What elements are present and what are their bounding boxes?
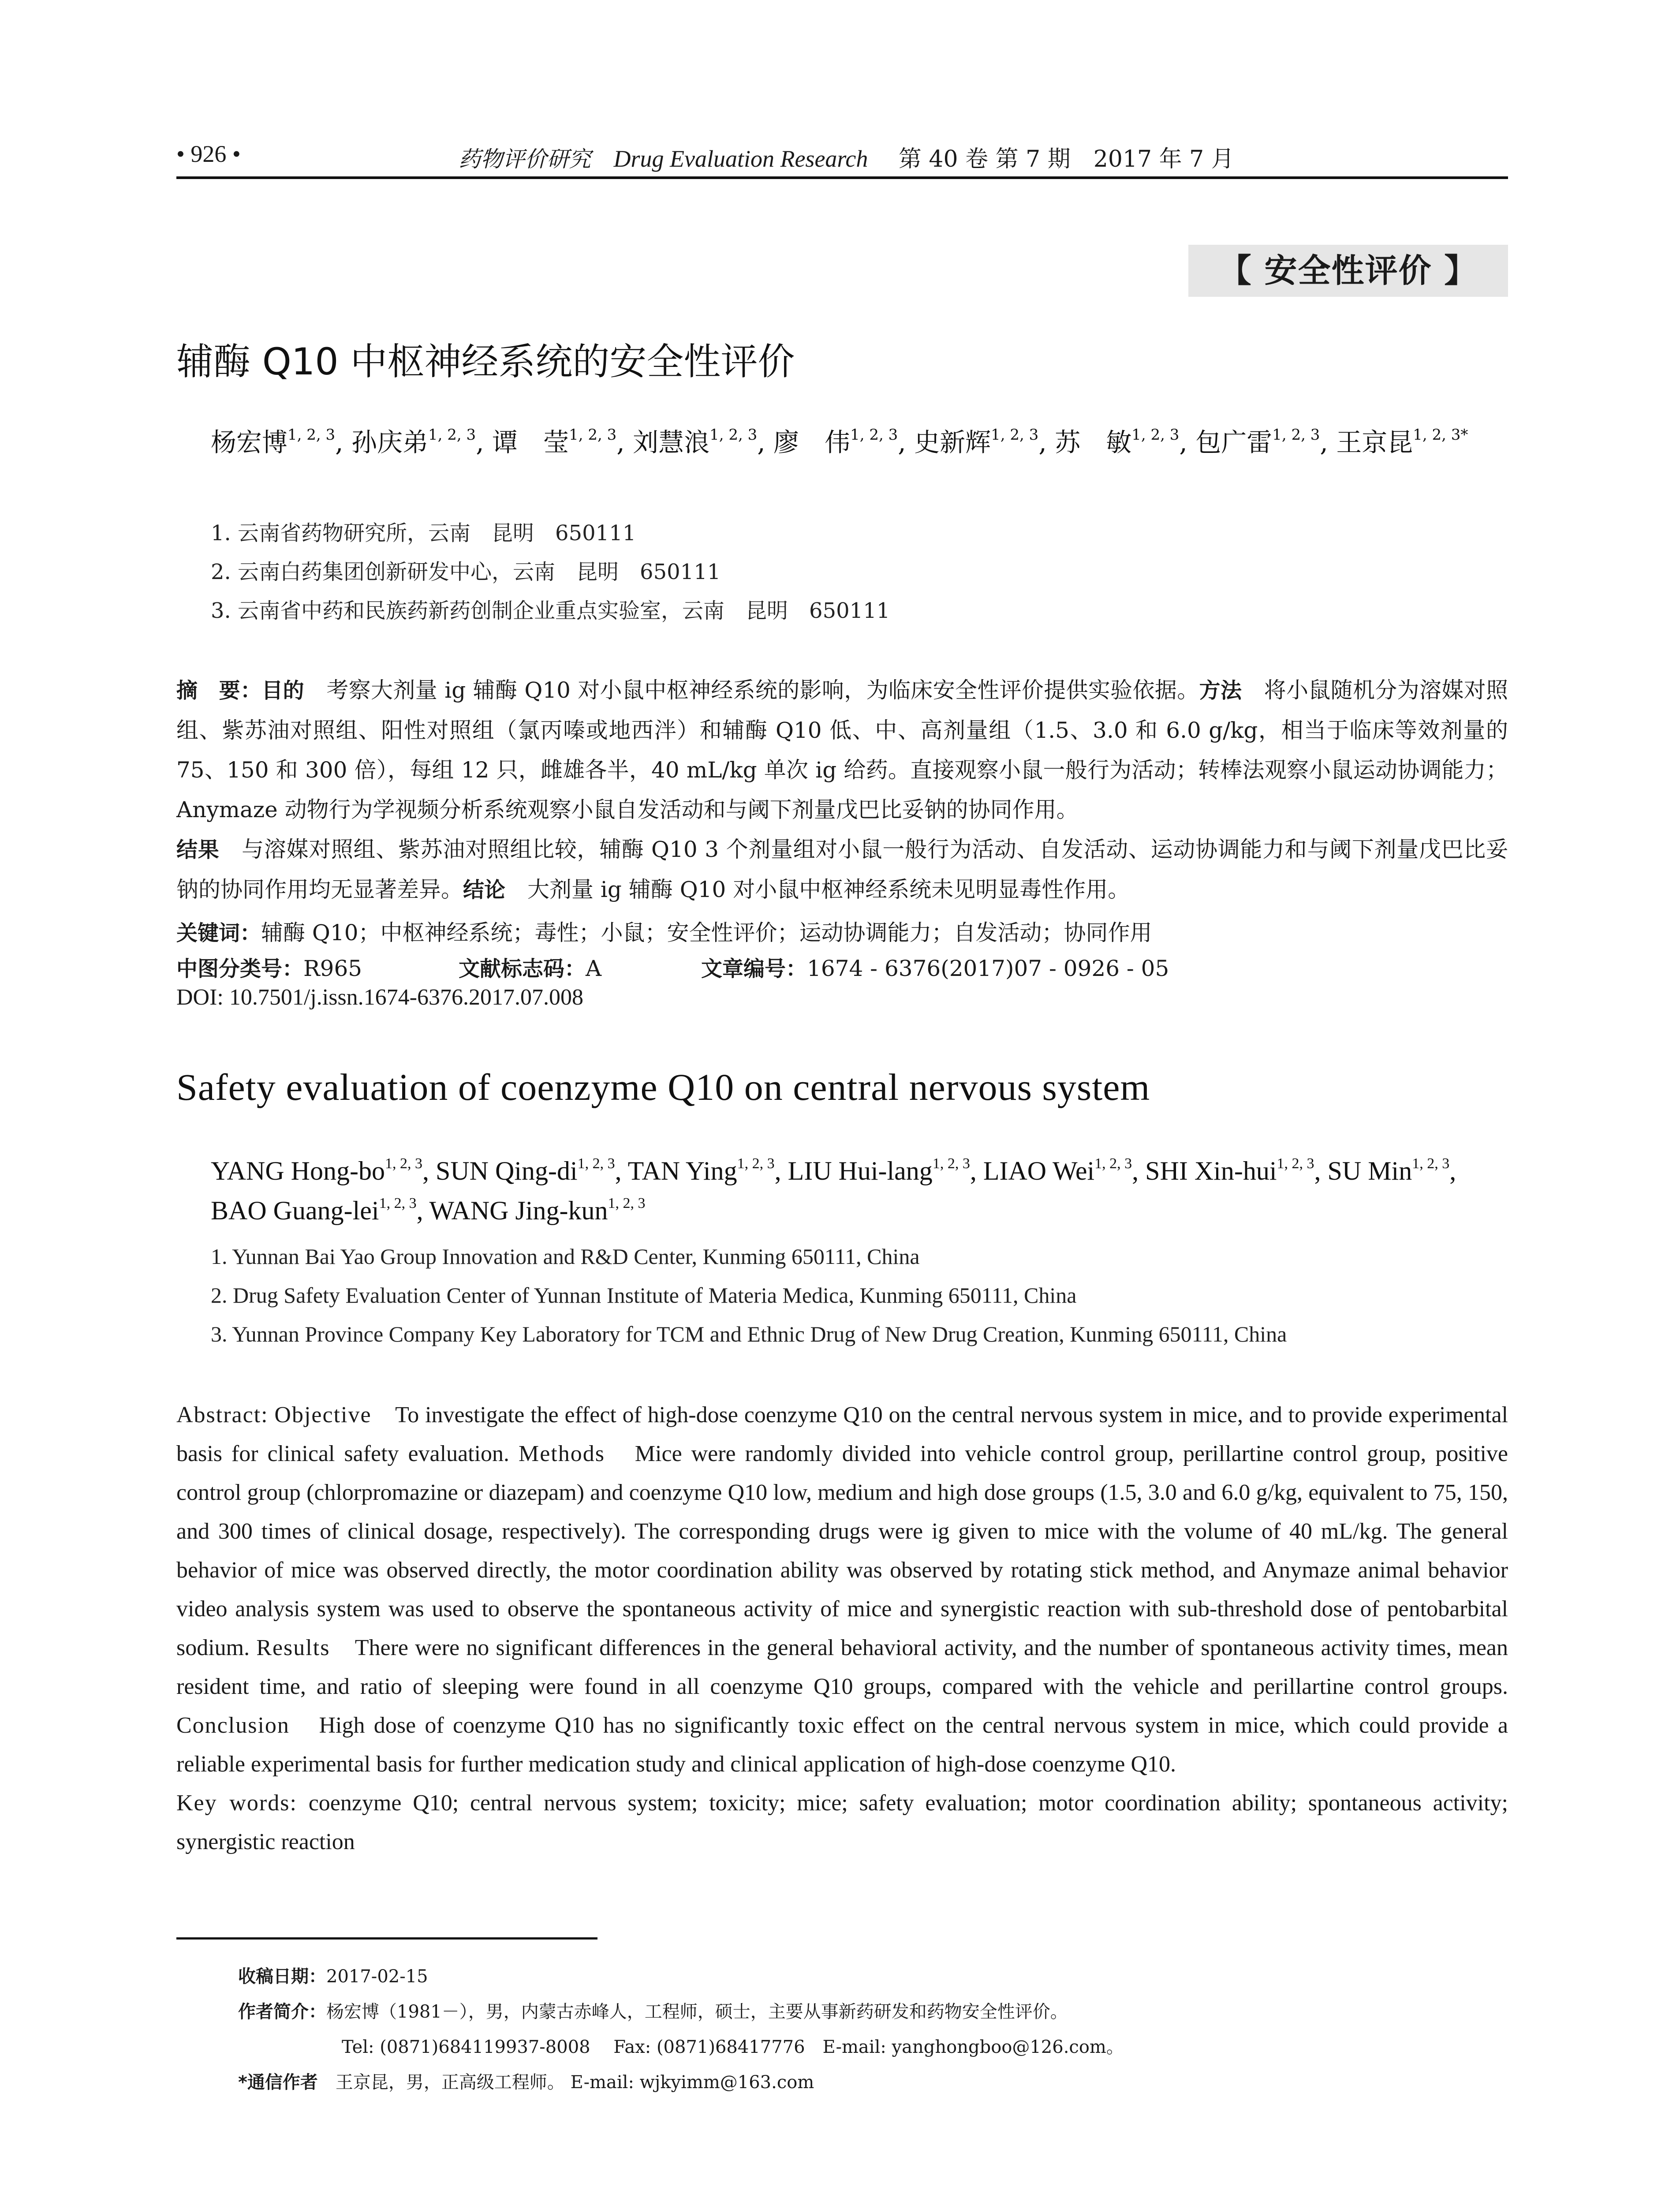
title-en: Safety evaluation of coenzyme Q10 on central nervous system [176, 1066, 1150, 1108]
cn-author [1195, 427, 1336, 457]
en-author-separator: , [416, 1196, 429, 1225]
conclusion-en-text: High dose of coenzyme Q10 has no significantly toxic effect on the central nervous system in mice, which could provide a reliable experimental basis for further medication study and clinical application of high-dose coenzyme Q10. [176, 1713, 1508, 1777]
article-no-label: 文章编号： [701, 957, 807, 981]
received-value: 2017-02-15 [326, 1966, 428, 1987]
en-author [1328, 1156, 1456, 1185]
corresponding-label: *通信作者 [238, 2072, 318, 2093]
authors-en [211, 1151, 1516, 1230]
objective-cn-text: 考察大剂量 ig 辅酶 Q10 对小鼠中枢神经系统的影响，为临床安全性评价提供实验依据。 [304, 677, 1199, 703]
affiliation-en-2: 2. Drug Safety Evaluation Center of Yunnan Institute of Materia Medica, Kunming 650111, China [211, 1283, 1077, 1308]
en-author-affiliation-marker: 1, 2, 3 [1094, 1155, 1132, 1172]
en-author [788, 1156, 983, 1185]
article-no-value: 1674 - 6376(2017)07 - 0926 - 05 [807, 956, 1169, 981]
cn-author [1055, 427, 1195, 457]
cn-author [1336, 427, 1468, 457]
cn-author-separator: , [476, 427, 493, 457]
received-label: 收稿日期： [238, 1966, 326, 1987]
methods-cn-label: 方法 [1199, 678, 1242, 703]
cn-author-affiliation-marker: 1, 2, 3 [991, 426, 1039, 444]
keywords-cn-label: 关键词： [176, 921, 261, 946]
cn-author [351, 427, 492, 457]
objective-en-label: Objective [274, 1402, 372, 1428]
author-contact: Tel: (0871)684119937-8008 Fax: (0871)68417776 E-mail: yanghongboo@126.com。 [342, 2037, 1124, 2057]
en-author-affiliation-marker: 1, 2, 3 [608, 1195, 646, 1211]
en-author-affiliation-marker: 1, 2, 3 [932, 1155, 970, 1172]
bio-label: 作者简介： [238, 2002, 326, 2022]
keywords-cn-text: 辅酶 Q10；中枢神经系统；毒性；小鼠；安全性评价；运动协调能力；自发活动；协同作用 [261, 920, 1152, 946]
classification-line [176, 952, 362, 982]
journal-name-en: Drug Evaluation Research [613, 146, 868, 172]
en-author-name: LIAO Wei [983, 1156, 1095, 1185]
results-cn-text: 与溶媒对照组、紫苏油对照组比较，辅酶 Q10 3 个剂量组对小鼠一般行为活动、自发活动、运动协调能力和与阈下剂量戊巴比妥钠的协同作用均无显著差异。 [176, 837, 1508, 902]
article-no-line [701, 952, 1169, 982]
header-rule [176, 176, 1508, 179]
en-author [628, 1156, 788, 1185]
volume-issue: 第 40 卷 第 7 期 2017 年 7 月 [898, 146, 1234, 172]
cn-author [633, 427, 773, 457]
cn-author-name: 包广雷 [1195, 427, 1273, 457]
doc-code-line [459, 952, 601, 982]
conclusion-cn-text: 大剂量 ig 辅酶 Q10 对小鼠中枢神经系统未见明显毒性作用。 [505, 877, 1130, 902]
methods-en-label: Methods [518, 1441, 605, 1466]
en-author-name: BAO Guang-lei [211, 1196, 379, 1225]
cn-author-name: 刘慧浪 [633, 427, 710, 457]
cn-author-separator: , [757, 427, 774, 457]
corresponding-text: 王京昆，男，正高级工程师。 E-mail: wjkyimm@163.com [335, 2072, 814, 2093]
section-tag: 【 安全性评价 】 [1188, 245, 1508, 297]
cn-author [914, 427, 1055, 457]
cn-author-name: 王京昆 [1336, 427, 1413, 457]
results-cn-label: 结果 [176, 837, 220, 862]
affiliation-cn-2: 2. 云南白药集团创新研发中心，云南 昆明 650111 [211, 560, 721, 584]
en-author-separator: , [1449, 1156, 1456, 1185]
cn-author-affiliation-marker: 1, 2, 3 [569, 426, 617, 444]
doc-code-value: A [586, 956, 602, 981]
en-author [436, 1156, 628, 1185]
cn-author-name: 谭 莹 [492, 427, 569, 457]
cn-author-affiliation-marker: 1, 2, 3 [850, 426, 898, 444]
cn-author-affiliation-marker: 1, 2, 3 [287, 426, 336, 444]
cn-author [211, 427, 351, 457]
cn-author-affiliation-marker: 1, 2, 3* [1413, 426, 1468, 444]
cn-author [492, 427, 633, 457]
en-author [211, 1196, 429, 1225]
cn-author-name: 苏 敏 [1055, 427, 1132, 457]
en-author [983, 1156, 1145, 1185]
cn-author-separator: , [616, 427, 633, 457]
running-header [176, 140, 1508, 180]
cn-author [773, 427, 914, 457]
en-author-affiliation-marker: 1, 2, 3 [1277, 1155, 1314, 1172]
en-author-affiliation-marker: 1, 2, 3 [385, 1155, 422, 1172]
title-cn: 辅酶 Q10 中枢神经系统的安全性评价 [176, 340, 795, 383]
affiliation-cn-3: 3. 云南省中药和民族药新药创制企业重点实验室，云南 昆明 650111 [211, 598, 890, 623]
cn-author-affiliation-marker: 1, 2, 3 [1131, 426, 1180, 444]
authors-cn [211, 422, 1516, 462]
cn-author-separator: , [1038, 427, 1055, 457]
cn-author-name: 廖 伟 [773, 427, 851, 457]
en-author-affiliation-marker: 1, 2, 3 [379, 1195, 417, 1211]
en-author-name: WANG Jing-kun [429, 1196, 608, 1225]
page-number: • 926 • [176, 141, 241, 167]
results-en-label: Results [256, 1635, 330, 1660]
received-date [238, 1962, 428, 1988]
en-author-name: SHI Xin-hui [1145, 1156, 1277, 1185]
affiliation-cn-1: 1. 云南省药物研究所，云南 昆明 650111 [211, 521, 636, 546]
en-author [211, 1156, 436, 1185]
objective-en-text: To investigate the effect of high-dose coenzyme Q10 on the central nervous system in mice, and to provide experimental basis for clinical safety evaluation. [176, 1402, 1508, 1466]
affiliation-en-1: 1. Yunnan Bai Yao Group Innovation and R&D Center, Kunming 650111, China [211, 1244, 920, 1269]
cn-author-affiliation-marker: 1, 2, 3 [428, 426, 476, 444]
cn-author-affiliation-marker: 1, 2, 3 [1272, 426, 1320, 444]
journal-header [459, 140, 1234, 173]
abstract-en [176, 1396, 1508, 1861]
methods-cn-text: 将小鼠随机分为溶媒对照组、紫苏油对照组、阳性对照组（氯丙嗪或地西泮）和辅酶 Q10 低、中、高剂量组（1.5、3.0 和 6.0 g/kg，相当于临床等效剂量的 75、150 和 300 倍），每组 12 只，雌雄各半，40 mL/kg 单次 ig 给药。直接观察小鼠一般行为活动；转棒法观察小鼠运动协调能力；Anymaze 动物行为学视频分析系统观察小鼠自发活动和与阈下剂量戊巴比妥钠的协同作用。 [176, 677, 1508, 822]
doc-code-label: 文献标志码： [459, 957, 586, 981]
en-author-separator: , [615, 1156, 628, 1185]
cn-author-affiliation-marker: 1, 2, 3 [709, 426, 758, 444]
conclusion-cn-label: 结论 [463, 878, 506, 902]
cn-author-separator: , [335, 427, 352, 457]
corresponding-author [238, 2068, 814, 2093]
author-bio [238, 1998, 1068, 2023]
cn-author-separator: , [1320, 427, 1337, 457]
en-author [429, 1196, 646, 1225]
en-author-affiliation-marker: 1, 2, 3 [737, 1155, 775, 1172]
keywords-cn [176, 915, 1152, 947]
en-author-name: YANG Hong-bo [211, 1156, 385, 1185]
keywords-en-label: Key words: [176, 1790, 297, 1816]
objective-cn-label: 目的 [261, 678, 305, 703]
results-en-text: There were no significant differences in the general behavioral activity, and the number of spontaneous activity times, mean resident time, and ratio of sleeping were found in all coenzyme Q10 groups, compared with the vehicle and perillartine control groups. [176, 1635, 1508, 1699]
en-author-separator: , [774, 1156, 788, 1185]
en-author-name: TAN Ying [627, 1156, 737, 1185]
cn-author-separator: , [1179, 427, 1196, 457]
bio-text: 杨宏博（1981－），男，内蒙古赤峰人，工程师，硕士，主要从事新药研发和药物安全性评价。 [326, 2002, 1068, 2022]
en-author [1145, 1156, 1327, 1185]
journal-name-cn: 药物评价研究 [459, 146, 591, 172]
cn-author-name: 孙庆弟 [351, 427, 429, 457]
cn-author-separator: , [898, 427, 915, 457]
cn-author-name: 杨宏博 [211, 427, 288, 457]
en-author-separator: , [970, 1156, 983, 1185]
en-author-separator: , [1314, 1156, 1328, 1185]
conclusion-en-label: Conclusion [176, 1713, 290, 1738]
footnote-rule [176, 1937, 597, 1940]
en-author-name: SUN Qing-di [435, 1156, 578, 1185]
abstract-en-label: Abstract: [176, 1402, 269, 1428]
en-author-name: LIU Hui-lang [788, 1156, 933, 1185]
affiliation-en-3: 3. Yunnan Province Company Key Laboratory for TCM and Ethnic Drug of New Drug Creation, Kunming 650111, China [211, 1322, 1287, 1346]
doi: DOI: 10.7501/j.issn.1674-6376.2017.07.008 [176, 985, 583, 1010]
abstract-cn-label: 摘 要： [176, 678, 262, 703]
en-author-separator: , [1132, 1156, 1146, 1185]
clc-value: R965 [303, 956, 362, 981]
clc-label: 中图分类号： [176, 957, 304, 981]
en-author-affiliation-marker: 1, 2, 3 [577, 1155, 615, 1172]
en-author-name: SU Min [1327, 1156, 1412, 1185]
abstract-cn [176, 670, 1508, 910]
cn-author-name: 史新辉 [914, 427, 991, 457]
keywords-en-text: coenzyme Q10; central nervous system; toxicity; mice; safety evaluation; motor coordination ability; spontaneous activity; synergistic reaction [176, 1790, 1508, 1854]
methods-en-text: Mice were randomly divided into vehicle control group, perillartine control group, positive control group (chlorpromazine or diazepam) and coenzyme Q10 low, medium and high dose groups (1.5, 3.0 and 6.0 g/kg, equivalent to 75, 150, and 300 times of clinical dosage, respectively). The corresponding drugs were ig given to mice with the volume of 40 mL/kg. The general behavior of mice was observed directly, the motor coordination ability was observed by rotating stick method, and Anymaze animal behavior video analysis system was used to observe the spontaneous activity of mice and synergistic reaction with sub-threshold dose of pentobarbital sodium. [176, 1441, 1508, 1660]
en-author-affiliation-marker: 1, 2, 3 [1412, 1155, 1450, 1172]
en-author-separator: , [422, 1156, 436, 1185]
